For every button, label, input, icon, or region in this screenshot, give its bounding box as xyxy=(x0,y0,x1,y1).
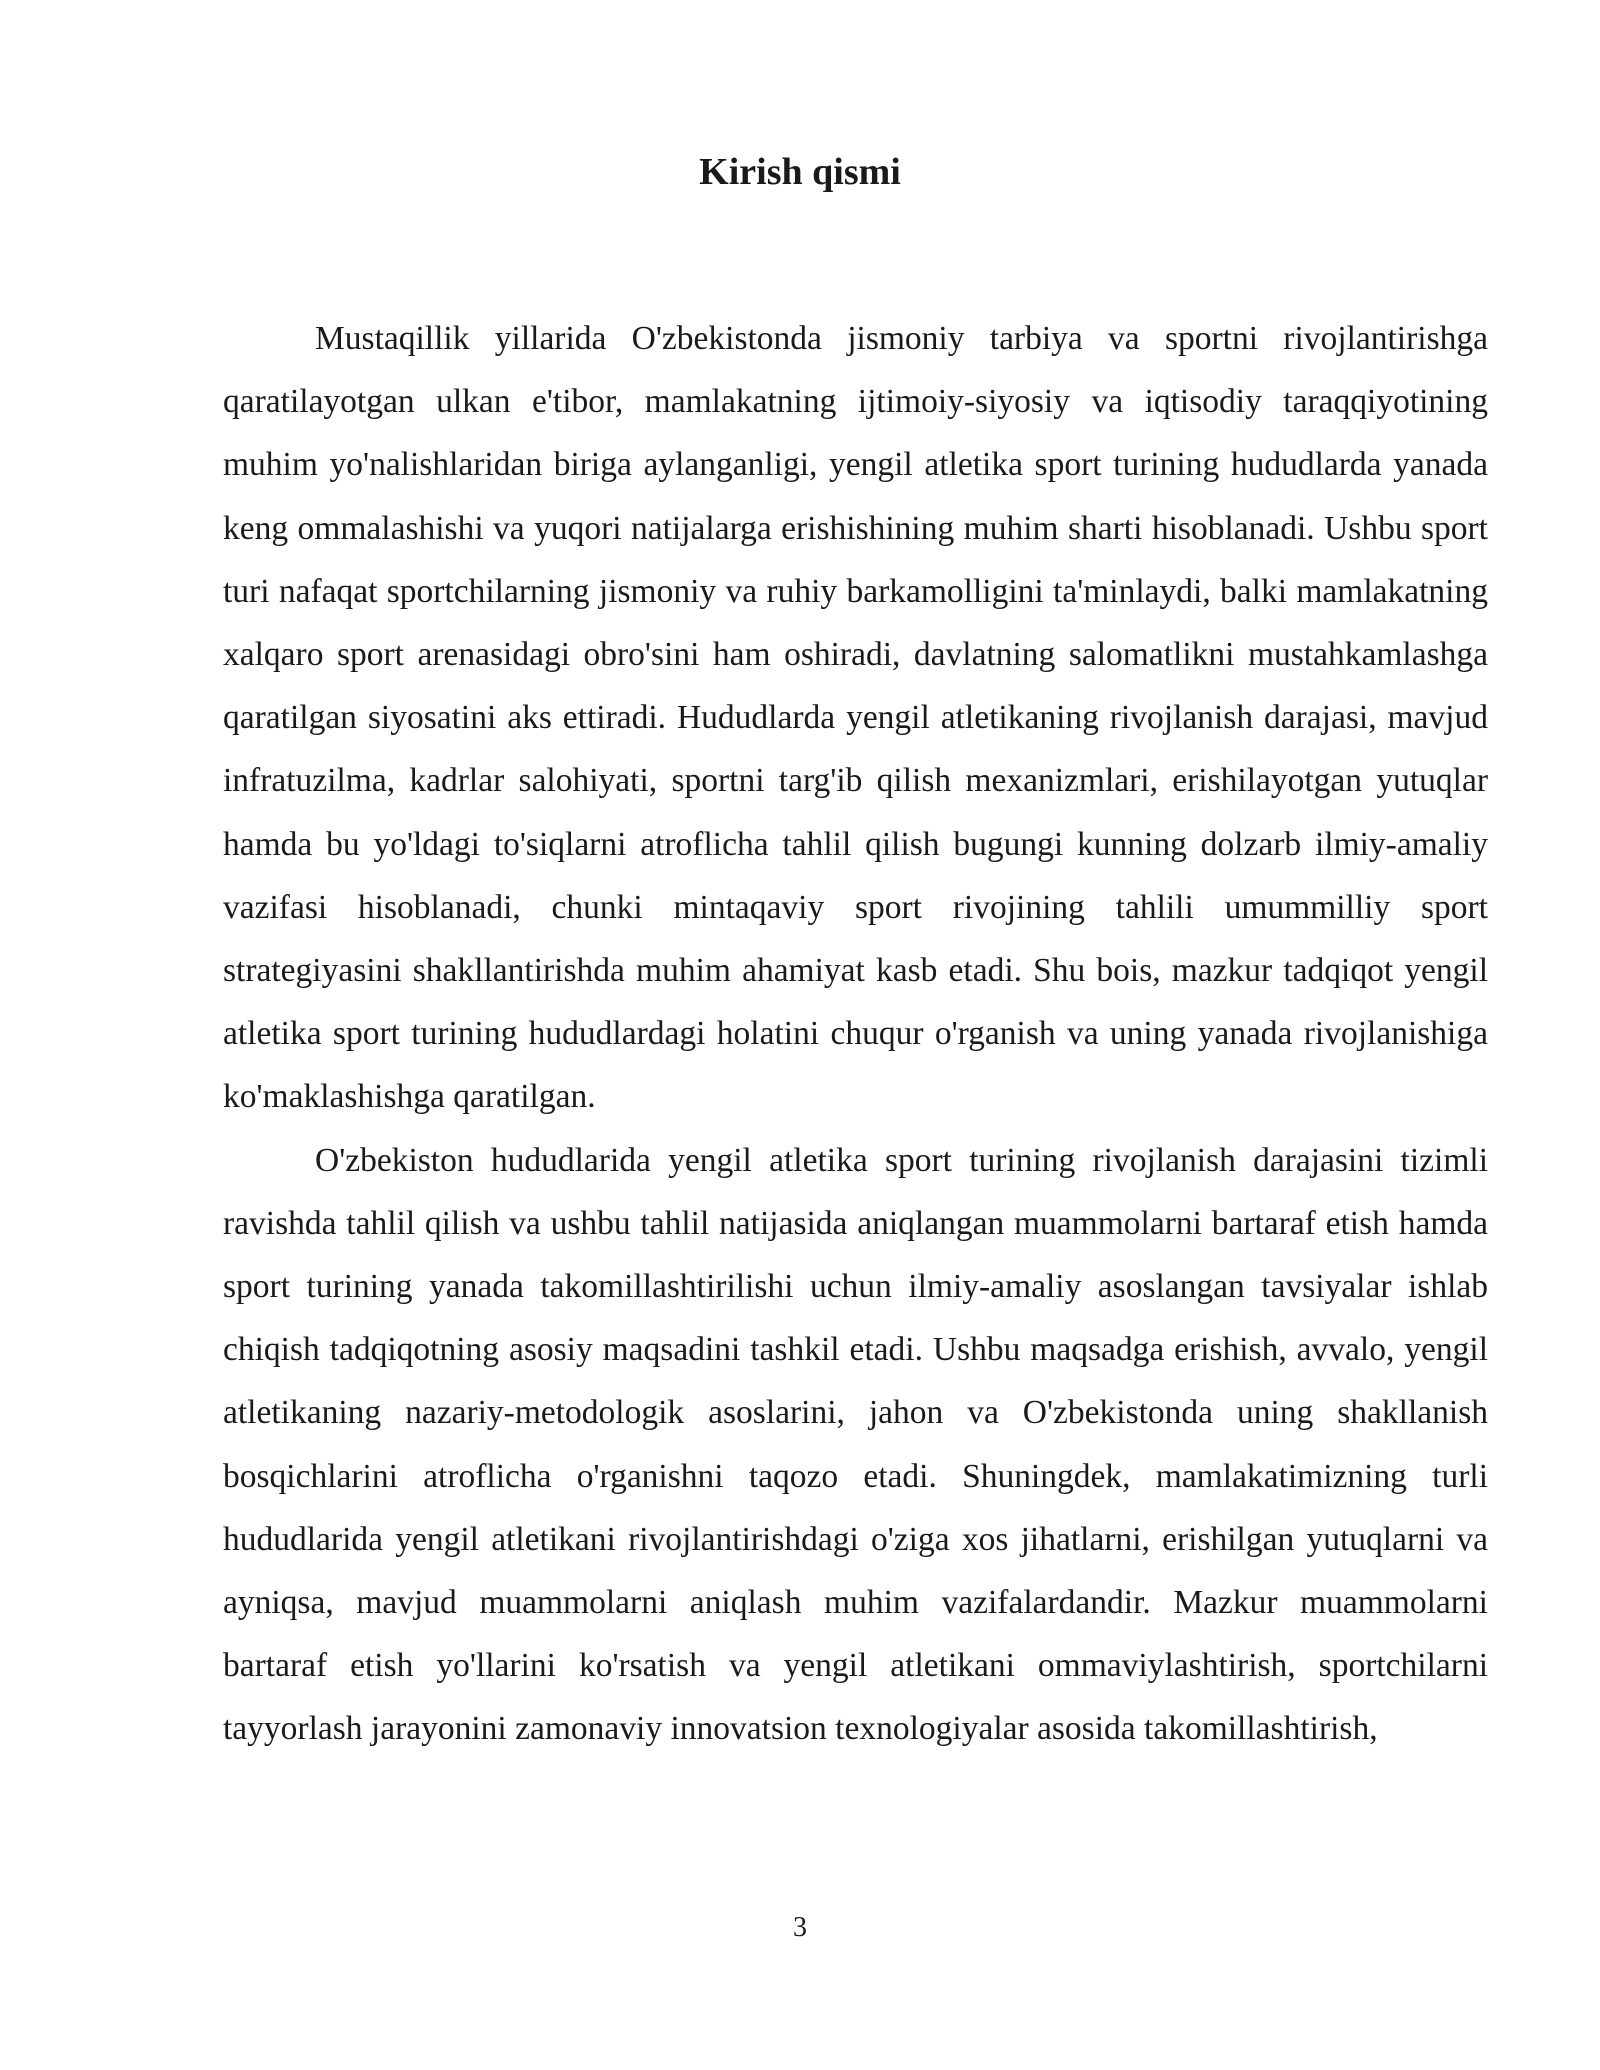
paragraph-1: Mustaqillik yillarida O'zbekistonda jismoniy tarbiya va sportni rivojlantirishga qaratilayotgan ulkan e'tibor, mamlakatning ijtimoiy-siyosiy va iqtisodiy taraqqiyotining muhim yo'nalishlaridan biriga aylanganligi, yengil atletika sport turining hududlarda yanada keng ommalashishi va yuqori natijalarga erishishining muhim sharti hisoblanadi. Ushbu sport turi nafaqat sportchilarning jismoniy va ruhiy barkamolligini ta'minlaydi, balki mamlakatning xalqaro sport arenasidagi obro'sini ham oshiradi, davlatning salomatlikni mustahkamlashga qaratilgan siyosatini aks ettiradi. Hududlarda yengil atletikaning rivojlanish darajasi, mavjud infratuzilma, kadrlar salohiyati, sportni targ'ib qilish mexanizmlari, erishilayotgan yutuqlar hamda bu yo'ldagi to'siqlarni atroflicha tahlil qilish bugungi kunning dolzarb ilmiy-amaliy vazifasi hisoblanadi, chunki mintaqaviy sport rivojining tahlili umummilliy sport strategiyasini shakllantirishda muhim ahamiyat kasb etadi. Shu bois, mazkur tadqiqot yengil atletika sport turining hududlardagi holatini chuqur o'rganish va uning yanada rivojlanishiga ko'maklashishga qaratilgan. xyxy=(223,320,1488,1116)
section-title: Kirish qismi xyxy=(699,151,901,193)
page-number: 3 xyxy=(793,1912,807,1943)
paragraph-2: O'zbekiston hududlarida yengil atletika sport turining rivojlanish darajasini tizimli ravishda tahlil qilish va ushbu tahlil natijasida aniqlangan muammolarni bartaraf etish hamda sport turining yanada takomillashtirilishi uchun ilmiy-amaliy asoslangan tavsiyalar ishlab chiqish tadqiqotning asosiy maqsadini tashkil etadi. Ushbu maqsadga erishish, avvalo, yengil atletikaning nazariy-metodologik asoslarini, jahon va O'zbekistonda uning shakllanish bosqichlarini atroflicha o'rganishni taqozo etadi. Shuningdek, mamlakatimizning turli hududlarida yengil atletikani rivojlantirishdagi o'ziga xos jihatlarni, erishilgan yutuqlarni va ayniqsa, mavjud muammolarni aniqlash muhim vazifalardandir. Mazkur muammolarni bartaraf etish yo'llarini ko'rsatish va yengil atletikani ommaviylashtirish, sportchilarni tayyorlash jarayonini zamonaviy innovatsion texnologiyalar asosida takomillashtirish, xyxy=(223,1141,1488,1748)
body-text xyxy=(223,307,1488,1761)
